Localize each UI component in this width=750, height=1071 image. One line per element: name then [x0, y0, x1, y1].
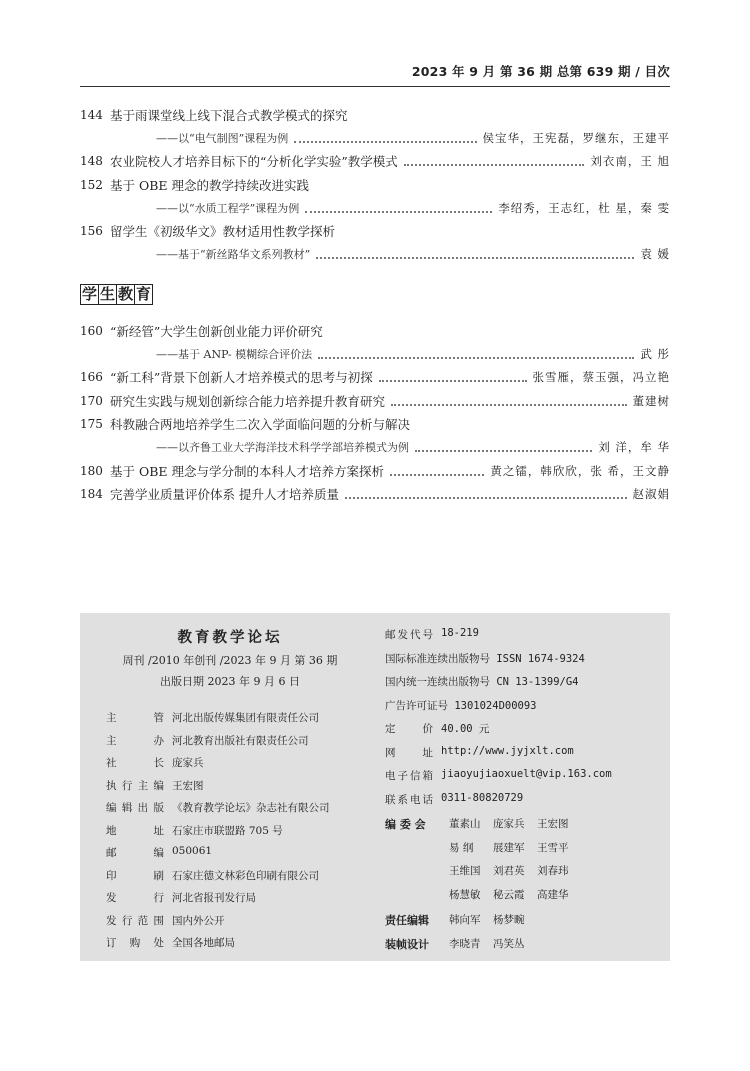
field-label: 地址	[106, 824, 164, 837]
toc-entry	[80, 459, 670, 482]
page-number: 175	[80, 416, 103, 431]
section-char: 生	[100, 285, 116, 304]
article-authors: 侯宝华，王宪磊，罗继东，王建平	[482, 130, 670, 145]
dot-leader	[379, 368, 527, 382]
committee-member: 杨慧敏	[449, 888, 481, 901]
toc-entry	[80, 126, 670, 149]
designer-name: 李晓青	[449, 938, 481, 950]
field-value: 庞家兵	[172, 757, 204, 769]
masthead-field	[385, 745, 574, 760]
dot-leader	[316, 245, 634, 259]
masthead-field	[385, 721, 489, 736]
section-char: 教	[118, 285, 134, 304]
field-label: 主办	[106, 734, 164, 747]
dot-leader	[390, 462, 484, 476]
toc-entry	[80, 366, 670, 389]
page-number: 180	[80, 463, 103, 478]
field-value: 《教育教学论坛》杂志社有限公司	[172, 802, 330, 814]
journal-title: 教育教学论坛	[177, 629, 283, 646]
editor-label: 责任编辑	[385, 914, 429, 927]
toc-group-a	[80, 103, 670, 266]
table-of-contents	[80, 103, 670, 505]
page-number: 166	[80, 370, 103, 385]
page-number: 160	[80, 323, 103, 338]
field-label: 主管	[106, 712, 164, 724]
field-value: 050061	[172, 845, 213, 857]
field-label: 发行	[106, 892, 164, 904]
article-title: 农业院校人才培养目标下的“分析化学实验”教学模式	[110, 154, 398, 170]
field-value: http://www.jyjxlt.com	[441, 744, 574, 757]
toc-entry	[80, 103, 670, 126]
toc-entry	[80, 412, 670, 435]
field-value: 国际标准连续出版物号 ISSN 1674-9324	[385, 652, 585, 665]
field-label: 联系电话	[385, 793, 433, 806]
dot-leader	[318, 345, 634, 359]
masthead-field	[385, 792, 523, 807]
dot-leader	[305, 199, 492, 213]
committee-member: 秘云霞	[493, 888, 525, 901]
field-label: 印刷	[106, 869, 164, 882]
dot-leader	[345, 485, 627, 499]
section-char: 学	[82, 285, 98, 304]
field-label: 执行主编	[106, 779, 164, 792]
page-number: 148	[80, 154, 103, 169]
page-number: 170	[80, 393, 103, 408]
masthead-field	[106, 913, 225, 928]
issue-header: 2023 年 9 月 第 36 期 总第 639 期 / 目次	[411, 64, 670, 79]
article-subtitle: ——以“水质工程学”课程为例	[156, 201, 300, 215]
article-subtitle: ——以齐鲁工业大学海洋技术科学学部培养模式为例	[156, 441, 409, 455]
toc-entry	[80, 389, 670, 412]
field-label: 社长	[106, 757, 164, 769]
article-authors: 袁 媛	[640, 247, 670, 262]
dot-leader	[415, 438, 592, 452]
field-value: 王宏图	[172, 779, 204, 792]
page-number: 152	[80, 177, 103, 192]
toc-entry	[80, 342, 670, 365]
page-number: 144	[80, 107, 103, 122]
masthead-field	[385, 627, 479, 642]
field-label: 网址	[385, 746, 433, 759]
masthead-field	[106, 845, 212, 860]
committee-member: 董素山	[449, 818, 481, 830]
masthead-field	[385, 674, 579, 689]
article-title: 研究生实践与规划创新综合能力培养提升教育研究	[110, 393, 386, 409]
page-number: 184	[80, 486, 103, 501]
page-number: 156	[80, 224, 103, 239]
article-authors: 刘衣南，王 旭	[590, 154, 670, 169]
field-label: 邮发代号	[385, 629, 433, 641]
toc-entry	[80, 319, 670, 342]
dot-leader	[391, 392, 626, 406]
masthead-field	[106, 890, 256, 905]
committee-member: 高建华	[537, 888, 569, 901]
article-subtitle: ——以“电气制图”课程为例	[156, 131, 289, 145]
committee-member: 易 纲	[449, 841, 474, 854]
field-value: 全国各地邮局	[172, 937, 235, 949]
article-authors: 武 彤	[640, 347, 670, 362]
field-label: 邮编	[106, 847, 164, 859]
dot-leader	[294, 129, 476, 143]
committee-member: 庞家兵	[493, 818, 525, 830]
article-authors: 刘 洋，牟 华	[598, 440, 670, 455]
toc-entry	[80, 173, 670, 196]
article-authors: 董建树	[632, 393, 670, 408]
article-title: 留学生《初级华文》教材适用性教学探析	[110, 224, 336, 240]
toc-entry	[80, 219, 670, 242]
article-title: 基于 OBE 理念与学分制的本科人才培养方案探析	[110, 463, 385, 479]
article-title: 基于雨课堂线上线下混合式教学模式的探究	[110, 107, 348, 123]
committee-label: 编 委 会	[385, 818, 426, 831]
committee-member: 王维国	[449, 865, 481, 877]
article-title: 基于 OBE 理念的教学持续改进实践	[110, 177, 310, 193]
field-label: 编辑出版	[106, 802, 164, 814]
designer-names	[449, 936, 537, 951]
committee-row	[449, 840, 581, 855]
designer-label: 装帧设计	[385, 938, 429, 951]
article-authors: 赵淑娟	[632, 486, 670, 501]
masthead-field	[106, 733, 309, 748]
field-value: 河北教育出版社有限责任公司	[172, 734, 309, 747]
masthead-field	[106, 868, 319, 883]
article-authors: 张雪雁，蔡玉强，冯立艳	[532, 370, 670, 385]
masthead-field	[106, 800, 330, 815]
publication-date: 出版日期 2023 年 9 月 6 日	[160, 675, 300, 688]
toc-entry	[80, 482, 670, 505]
field-value: 石家庄市联盟路 705 号	[172, 824, 283, 837]
field-value: 石家庄德文林彩色印刷有限公司	[172, 869, 319, 882]
field-label: 发行范围	[106, 914, 164, 927]
editor-name: 韩向军	[449, 914, 481, 926]
field-value: 河北省报刊发行局	[172, 892, 256, 904]
masthead-field	[106, 710, 319, 725]
field-value: 18-219	[441, 627, 479, 639]
publication-info: 周刊 /2010 年创刊 /2023 年 9 月 第 36 期	[122, 654, 338, 667]
masthead-field	[106, 778, 204, 793]
field-label: 定价	[385, 723, 433, 735]
committee-member: 展建军	[493, 841, 525, 854]
masthead-panel	[80, 613, 670, 961]
header-divider	[80, 86, 670, 87]
toc-entry	[80, 436, 670, 459]
committee-member: 刘君英	[493, 865, 525, 877]
editor-names	[449, 912, 537, 927]
section-heading-student-education	[80, 284, 670, 305]
section-char: 育	[136, 285, 152, 304]
masthead-field	[106, 755, 204, 770]
field-label: 电子信箱	[385, 770, 433, 782]
masthead-field	[106, 823, 283, 838]
field-value: 广告许可证号 1301024D00093	[385, 699, 537, 712]
dot-leader	[404, 152, 585, 166]
committee-row	[449, 887, 581, 902]
article-title: “新工科”背景下创新人才培养模式的思考与初探	[110, 370, 373, 386]
article-title: “新经管”大学生创新创业能力评价研究	[110, 323, 323, 339]
field-value: 国内外公开	[172, 914, 225, 927]
field-value: 河北出版传媒集团有限责任公司	[172, 712, 319, 724]
toc-group-b	[80, 319, 670, 505]
masthead-field	[385, 698, 537, 713]
committee-row	[449, 816, 581, 831]
field-value: 0311-80820729	[441, 791, 524, 804]
toc-entry	[80, 196, 670, 219]
committee-row	[449, 863, 581, 878]
article-authors: 李绍秀，王志红，杜 星，秦 雯	[498, 200, 670, 215]
article-authors: 黄之镭，韩欣欣，张 希，王文静	[490, 463, 670, 478]
designer-name: 冯笑丛	[493, 938, 525, 950]
committee-member: 王雪平	[537, 841, 569, 854]
masthead-field	[385, 651, 585, 666]
field-value: jiaoyujiaoxuelt@vip.163.com	[441, 768, 612, 780]
toc-entry	[80, 243, 670, 266]
article-title: 科教融合两地培养学生二次入学面临问题的分析与解决	[110, 416, 411, 432]
field-value: 40.00 元	[441, 723, 490, 735]
article-subtitle: ——基于 ANP- 模糊综合评价法	[156, 348, 313, 362]
editor-name: 杨梦畹	[493, 914, 525, 926]
committee-member: 王宏图	[537, 818, 569, 830]
masthead-field	[106, 935, 235, 950]
field-label: 订购处	[106, 937, 164, 949]
field-value: 国内统一连续出版物号 CN 13-1399/G4	[385, 676, 579, 688]
toc-entry	[80, 150, 670, 173]
masthead-field	[385, 768, 612, 783]
article-title: 完善学业质量评价体系 提升人才培养质量	[110, 486, 339, 502]
article-subtitle: ——基于“新丝路华文系列教材”	[156, 248, 311, 262]
committee-member: 刘春玮	[537, 865, 569, 877]
